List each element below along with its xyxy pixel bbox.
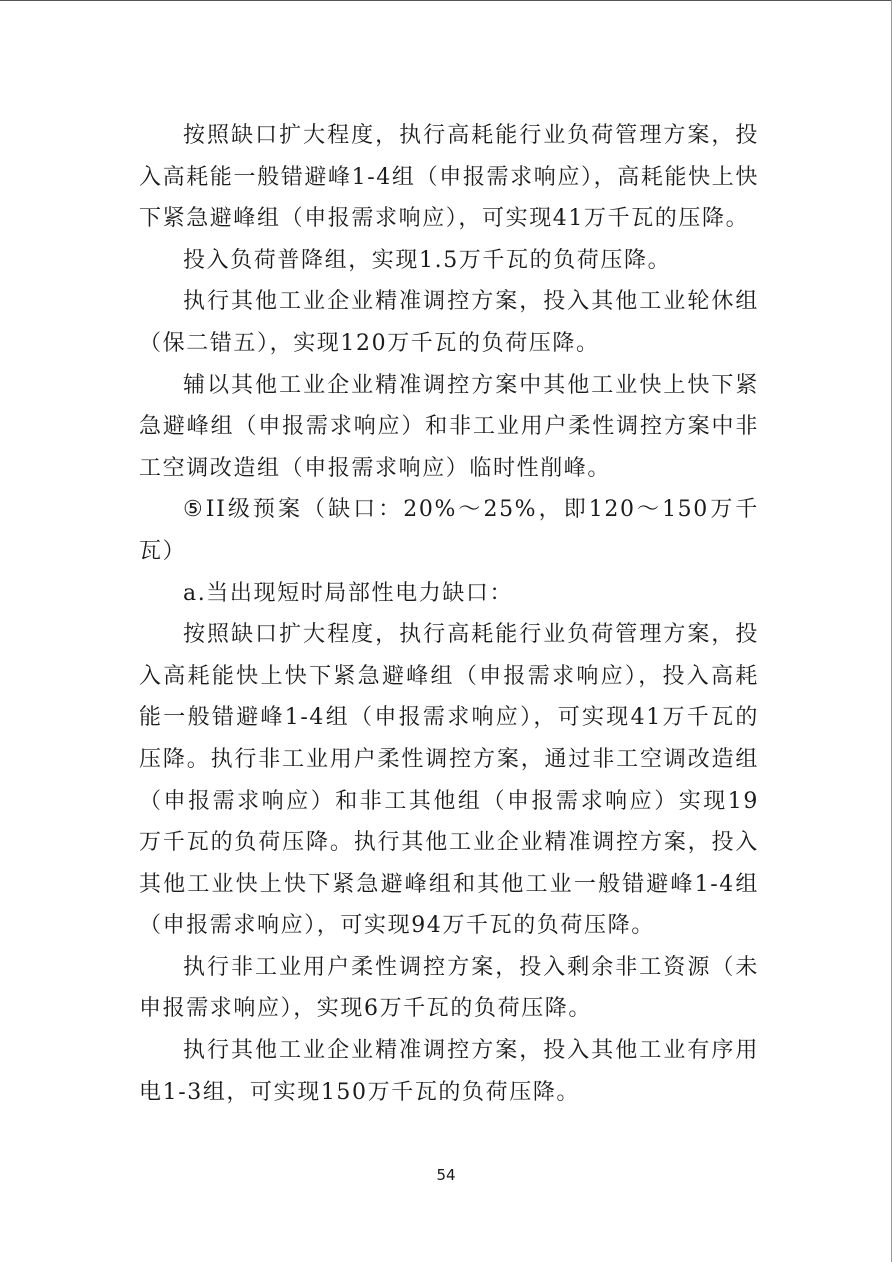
page-top-border bbox=[0, 0, 892, 1]
paragraph: 投入负荷普降组，实现1.5万千瓦的负荷压降。 bbox=[183, 247, 672, 273]
subsection-heading: a.当出现短时局部性电力缺口： bbox=[183, 580, 514, 606]
page-number: 54 bbox=[436, 1166, 456, 1184]
paragraph: 执行非工业用户柔性调控方案，投入剩余非工资源（未申报需求响应），实现6万千瓦的负荷压降。 bbox=[139, 954, 759, 1022]
paragraph: 执行其他工业企业精准调控方案，投入其他工业轮休组（保二错五），实现120万千瓦的负荷压降。 bbox=[139, 289, 759, 356]
paragraph: 辅以其他工业企业精准调控方案中其他工业快上快下紧急避峰组（申报需求响应）和非工业用户柔性调控方案中非工空调改造组（申报需求响应）临时性削峰。 bbox=[139, 372, 759, 481]
document-body bbox=[139, 115, 759, 1113]
paragraph: 按照缺口扩大程度，执行高耗能行业负荷管理方案，投入高耗能一般错避峰1-4组（申报需求响应），高耗能快上快下紧急避峰组（申报需求响应），可实现41万千瓦的压降。 bbox=[139, 123, 759, 232]
paragraph: 执行其他工业企业精准调控方案，投入其他工业有序用电1-3组，可实现150万千瓦的负荷压降。 bbox=[139, 1038, 759, 1105]
section-heading: ⑤II级预案（缺口：20%～25%，即120～150万千瓦） bbox=[139, 497, 759, 564]
paragraph: 按照缺口扩大程度，执行高耗能行业负荷管理方案，投入高耗能快上快下紧急避峰组（申报需求响应），投入高耗能一般错避峰1-4组（申报需求响应），可实现41万千瓦的压降。执行非工业用户柔性调控方案，通过非工空调改造组（申报需求响应）和非工其他组（申报需求响应）实现19万千瓦的负荷压降。执行其他工业企业精准调控方案，投入其他工业快上快下紧急避峰组和其他工业一般错避峰1-4组（申报需求响应），可实现94万千瓦的负荷压降。 bbox=[139, 622, 759, 939]
